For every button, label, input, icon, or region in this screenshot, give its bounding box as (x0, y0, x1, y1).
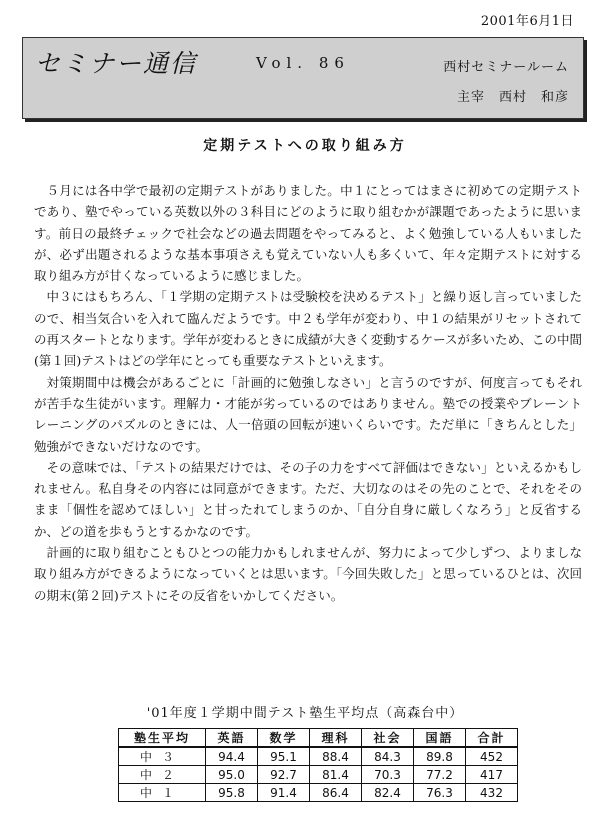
author-name: 主宰 西村 和彦 (456, 90, 569, 105)
score-cell: 82.4 (362, 784, 414, 802)
newsletter-title: セミナー通信 (35, 49, 198, 78)
table-header-cell: 理科 (310, 729, 362, 748)
grade-cell: 中３ (119, 747, 206, 766)
total-cell: 452 (466, 747, 518, 766)
score-cell: 70.3 (362, 766, 414, 784)
organization-name: 西村セミナールーム (443, 60, 569, 75)
article-body (34, 180, 582, 606)
score-cell: 95.1 (258, 747, 310, 766)
grade-cell: 中２ (119, 766, 206, 784)
paragraph: 中３にはもちろん、「１学期の定期テストは受験校を決めるテスト」と繰り返し言っていましたので、相当気合いを入れて臨んだようです。中２も学年が変わり、中１の結果がリセットされての再スタートとなります。学年が変わるときに成績が大きく変動するケースが多いため、この中間(第１回)テストはどの学年にとっても重要なテストといえます。 (34, 289, 582, 369)
score-cell: 94.4 (206, 747, 258, 766)
score-cell: 84.3 (362, 747, 414, 766)
newsletter-header (22, 37, 584, 119)
paragraph: ５月には各中学で最初の定期テストがありました。中１にとってはまさに初めての定期テストであり、塾でやっている英数以外の３科目にどのように取り組むかが課題であったように思います。前日の最終チェックで社会などの過去問題をやってみると、よく勉強している人もいましたが、必ず出題されるような基本事項さえも覚えていない人も多くいて、年々定期テストに対する取り組み方が甘くなっているように感じました。 (34, 183, 582, 284)
table-header-cell: 塾生平均 (119, 729, 206, 748)
table-row (119, 766, 518, 784)
issue-date: 2001年6月1日 (480, 14, 574, 29)
table-header-cell: 数学 (258, 729, 310, 748)
table-header-cell: 合計 (466, 729, 518, 748)
total-cell: 417 (466, 766, 518, 784)
table-header-cell: 国語 (414, 729, 466, 748)
paragraph: 計画的に取り組むこともひとつの能力かもしれませんが、努力によって少しずつ、よりましな取り組み方ができるようになっていくとは思います。「今回失敗した」と思っているひとは、次回の期末(第２回)テストにその反省をいかしてください。 (34, 545, 582, 603)
score-cell: 88.4 (310, 747, 362, 766)
paragraph: その意味では、「テストの結果だけでは、その子の力をすべて評価はできない」といえるかもしれません。私自身その内容には同意ができます。ただ、大切なのはその先のことで、それをそのまま「個性を認めてほしい」と甘ったれてしまうのか、「自分自身に厳しくなろう」と反省するか、どの道を歩もうとするかなのです。 (34, 459, 582, 539)
score-cell: 95.8 (206, 784, 258, 802)
paragraph: 対策期間中は機会があるごとに「計画的に勉強しなさい」と言うのですが、何度言ってもそれが苦手な生徒がいます。理解力・才能が劣っているのではありません。塾での授業やブレーントレーニングのパズルのときには、人一倍頭の回転が速いくらいです。ただ単に「きちんとした」勉強ができないだけなのです。 (34, 374, 582, 454)
score-cell: 95.0 (206, 766, 258, 784)
table-title: '01年度１学期中間テスト塾生平均点（高森台中） (146, 706, 464, 721)
table-row (119, 784, 518, 802)
volume-number: Vol. 86 (256, 54, 350, 72)
score-cell: 77.2 (414, 766, 466, 784)
table-header-cell: 英語 (206, 729, 258, 748)
score-cell: 86.4 (310, 784, 362, 802)
score-cell: 81.4 (310, 766, 362, 784)
article-heading: 定期テストへの取り組み方 (203, 138, 407, 154)
score-cell: 91.4 (258, 784, 310, 802)
table-header-row (119, 729, 518, 748)
table-header-cell: 社会 (362, 729, 414, 748)
grade-cell: 中１ (119, 784, 206, 802)
total-cell: 432 (466, 784, 518, 802)
score-cell: 92.7 (258, 766, 310, 784)
table-row (119, 747, 518, 766)
score-table (118, 728, 518, 802)
score-cell: 89.8 (414, 747, 466, 766)
score-cell: 76.3 (414, 784, 466, 802)
